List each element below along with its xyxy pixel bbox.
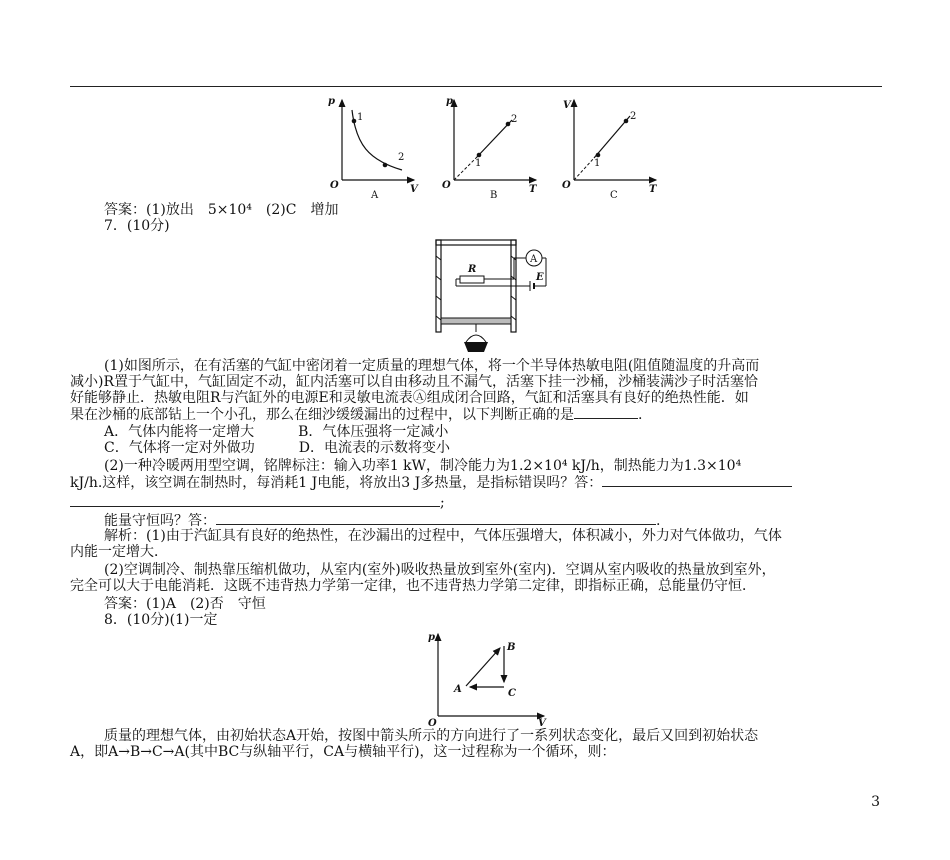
analysis-3: (2)空调制冷、制热靠压缩机做功，从室内(室外)吸收热量放到室外(室内)．空调从室内吸收的热量放到室外， <box>104 562 776 578</box>
page-number: 3 <box>871 794 880 810</box>
graph-c-y-label: V <box>563 100 571 111</box>
piston <box>441 318 511 324</box>
thermistor-r <box>460 276 484 283</box>
cycle-label-c: C <box>508 688 516 699</box>
q7-text-1: (1)如图所示，在有活塞的气缸中密闭着一定质量的理想气体，将一个半导体热敏电阻(阻值随温度的升高而 <box>104 358 760 374</box>
graph-b-x-label: T <box>529 184 537 195</box>
graph-b-point-1 <box>477 153 482 158</box>
cycle-a-to-b <box>466 648 500 686</box>
cylinder-apparatus-figure <box>430 236 550 358</box>
graph-c-figure <box>560 94 660 204</box>
sand-bucket <box>464 342 488 352</box>
analysis-4: 完全可以大于电能消耗．这既不违背热力学第一定律，也不违背热力学第二定律，即指标正确，总能量仍守恒． <box>70 578 756 594</box>
q8-text-1: 质量的理想气体，由初始状态A开始，按图中箭头所示的方向进行了一系列状态变化，最后又回到初始状态 <box>104 728 759 744</box>
graph-c-dashed <box>574 158 594 180</box>
option-c: C．气体将一定对外做功 <box>104 440 255 456</box>
graph-a-caption: A <box>371 190 379 201</box>
graph-a-figure <box>320 94 420 204</box>
header-rule <box>70 86 882 87</box>
graph-b-caption: B <box>490 190 498 201</box>
graph-a-origin: O <box>330 180 339 191</box>
graph-b-point-2 <box>506 122 511 127</box>
graph-c-point-1 <box>596 153 601 158</box>
graph-b-dashed <box>454 158 476 180</box>
q7-text-2: 减小)R置于气缸中，气缸固定不动，缸内活塞可以自由移动且不漏气，活塞下挂一沙桶，沙桶装满沙子时活塞恰 <box>70 374 758 390</box>
option-d: D．电流表的示数将变小 <box>298 440 450 456</box>
q7-part2-2: kJ/h.这样，该空调在制热时，每消耗1 J电能，将放出3 J多热量，是指标错误吗？答： <box>70 474 882 491</box>
graph-a-x-label: V <box>410 184 418 195</box>
graph-b-y-label: p <box>446 96 453 107</box>
graph-b-label-1: 1 <box>475 158 482 169</box>
analysis-1: 解析：(1)由于汽缸具有良好的绝热性，在沙漏出的过程中，气体压强增大，体积减小，外力对气体做功，气体 <box>104 528 782 544</box>
question-8-header: 8．(10分)(1)一定 <box>104 612 218 628</box>
graph-a-label-2: 2 <box>398 152 405 163</box>
q7-text-3: 好能够静止．热敏电阻R与汽缸外的电源E和灵敏电流表Ⓐ组成闭合回路，气缸和活塞具有良好的绝热性能．如 <box>70 390 749 406</box>
cycle-label-b: B <box>507 642 516 653</box>
graph-c-origin: O <box>562 180 571 191</box>
graph-c-caption: C <box>610 190 618 201</box>
graph-c-label-2: 2 <box>630 111 637 122</box>
q8-text-2: A，即A→B→C→A(其中BC与纵轴平行，CA与横轴平行)，这一过程称为一个循环，则： <box>70 744 616 760</box>
cycle-origin: O <box>428 718 437 729</box>
q7-options-row-1 <box>70 424 916 440</box>
graph-a-point-1 <box>352 119 357 124</box>
cycle-label-a: A <box>454 684 462 695</box>
q7-part2-1: (2)一种冷暖两用型空调，铭牌标注：输入功率1 kW，制冷能力为1.2×10⁴ kJ/h，制热能力为1.3×10⁴ <box>104 458 742 474</box>
graph-c-x-label: T <box>649 184 657 195</box>
source-label: E <box>536 272 544 283</box>
option-b: B．气体压强将一定减小 <box>298 424 449 440</box>
graph-a-label-1: 1 <box>357 112 364 123</box>
resistor-label: R <box>468 264 477 275</box>
analysis-2: 内能一定增大． <box>70 544 168 560</box>
option-a: A．气体内能将一定增大 <box>104 424 255 440</box>
graph-b-label-2: 2 <box>511 114 518 125</box>
answer-7: 答案：(1)A (2)否 守恒 <box>104 596 266 612</box>
cycle-y-label: p <box>428 632 435 643</box>
ammeter-label: A <box>530 254 538 265</box>
graph-a-point-2 <box>383 163 388 168</box>
answer-6: 答案：(1)放出 5×10⁴ (2)C 增加 <box>104 202 339 218</box>
graph-c-point-2 <box>624 119 629 124</box>
question-7-header: 7．(10分) <box>104 218 170 234</box>
graph-c-label-1: 1 <box>594 158 601 169</box>
cycle-x-label: V <box>538 718 546 729</box>
q7-part2-3: ; <box>70 494 882 511</box>
q7-text-4: 果在沙桶的底部钻上一个小孔，那么在细沙缓缓漏出的过程中，以下判断正确的是 . <box>70 407 643 423</box>
cycle-pv-figure <box>426 630 556 729</box>
q7-options-row-2 <box>70 440 916 456</box>
q7-part2-4: 能量守恒吗？答： . <box>104 513 661 529</box>
graph-b-origin: O <box>442 180 451 191</box>
graph-b-figure <box>440 94 540 204</box>
graph-a-y-label: p <box>328 96 335 107</box>
cylinder-top-wall <box>436 240 516 245</box>
